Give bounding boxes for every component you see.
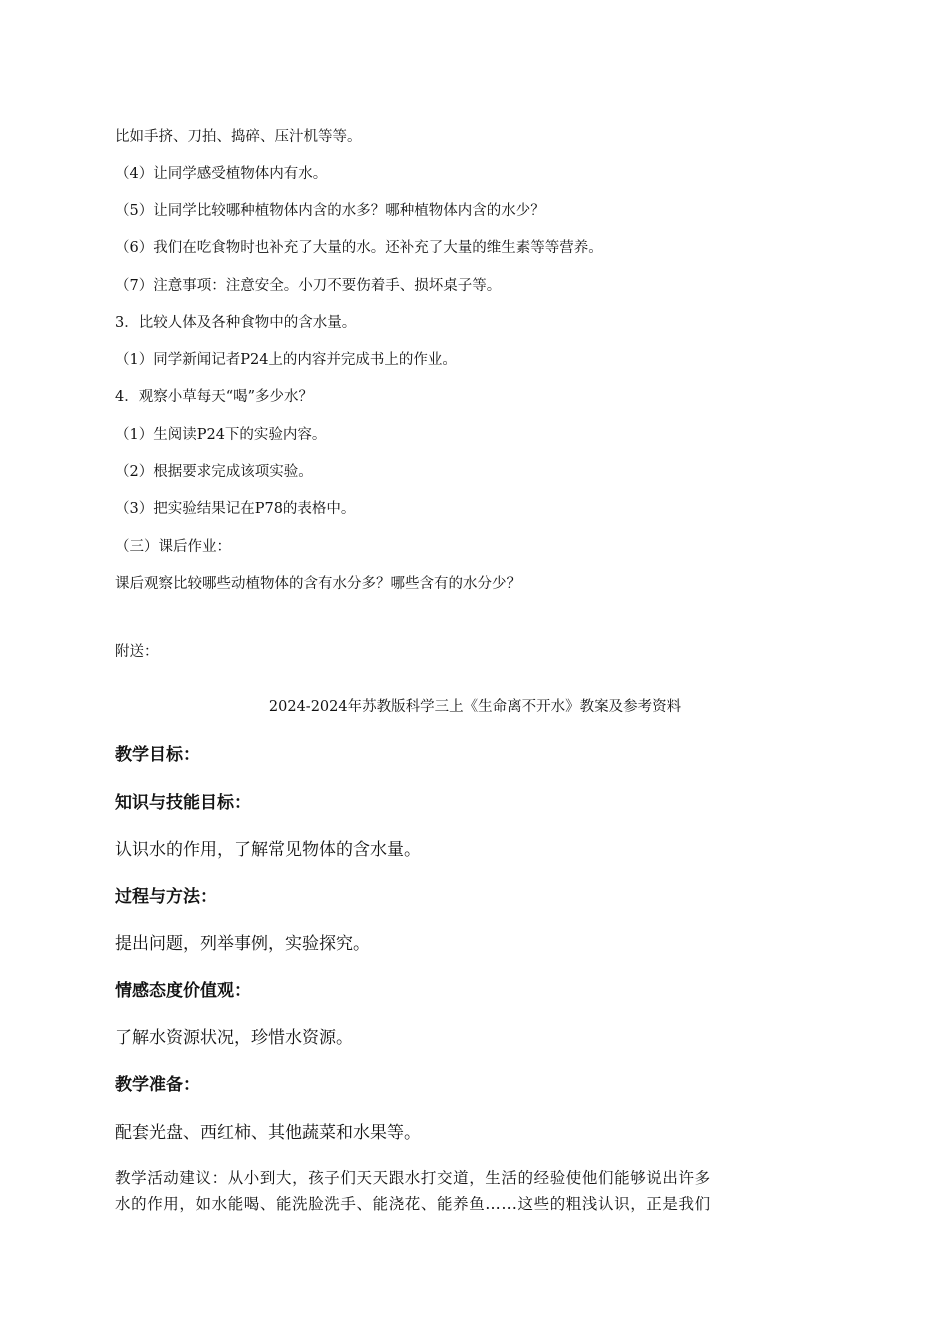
text-line: （3）把实验结果记在P78的表格中。	[115, 501, 356, 517]
text-line: （2）根据要求完成该项实验。	[115, 464, 313, 480]
text-line: （6）我们在吃食物时也补充了大量的水。还补充了大量的维生素等等营养。	[115, 240, 603, 256]
prep-heading: 教学准备：	[115, 1075, 200, 1095]
knowledge-text: 认识水的作用，了解常见物体的含水量。	[115, 840, 421, 860]
homework-text: 课后观察比较哪些动植物体的含有水分多？哪些含有的水分少？	[115, 576, 521, 592]
text-line: （1）同学新闻记者P24上的内容并完成书上的作业。	[115, 352, 457, 368]
goals-heading: 教学目标：	[115, 745, 200, 765]
section-heading-4: 4．观察小草每天“喝”多少水？	[115, 389, 314, 405]
text-line: （4）让同学感受植物体内有水。	[115, 166, 328, 182]
prep-text: 配套光盘、西红柿、其他蔬菜和水果等。	[115, 1123, 421, 1143]
process-text: 提出问题，列举事例，实验探究。	[115, 934, 370, 954]
text-line: 比如手挤、刀拍、捣碎、压汁机等等。	[115, 129, 362, 145]
text-line: （5）让同学比较哪种植物体内含的水多？哪种植物体内含的水少？	[115, 203, 545, 219]
emotion-heading: 情感态度价值观：	[115, 981, 251, 1001]
section-heading-3: 3．比较人体及各种食物中的含水量。	[115, 315, 357, 331]
emotion-text: 了解水资源状况，珍惜水资源。	[115, 1028, 353, 1048]
activity-text-line-1: 教学活动建议：从小到大，孩子们天天跟水打交道，生活的经验使他们能够说出许多	[115, 1169, 711, 1187]
appendix-label: 附送：	[115, 644, 159, 660]
text-line: （1）生阅读P24下的实验内容。	[115, 427, 327, 443]
homework-heading: （三）课后作业：	[115, 539, 231, 555]
knowledge-heading: 知识与技能目标：	[115, 793, 251, 813]
text-line: （7）注意事项：注意安全。小刀不要伤着手、损坏桌子等。	[115, 278, 502, 294]
process-heading: 过程与方法：	[115, 887, 217, 907]
activity-text-line-2: 水的作用，如水能喝、能洗脸洗手、能浇花、能养鱼……这些的粗浅认识，正是我们	[115, 1195, 711, 1213]
appendix-title: 2024-2024年苏教版科学三上《生命离不开水》教案及参考资料	[268, 699, 682, 715]
